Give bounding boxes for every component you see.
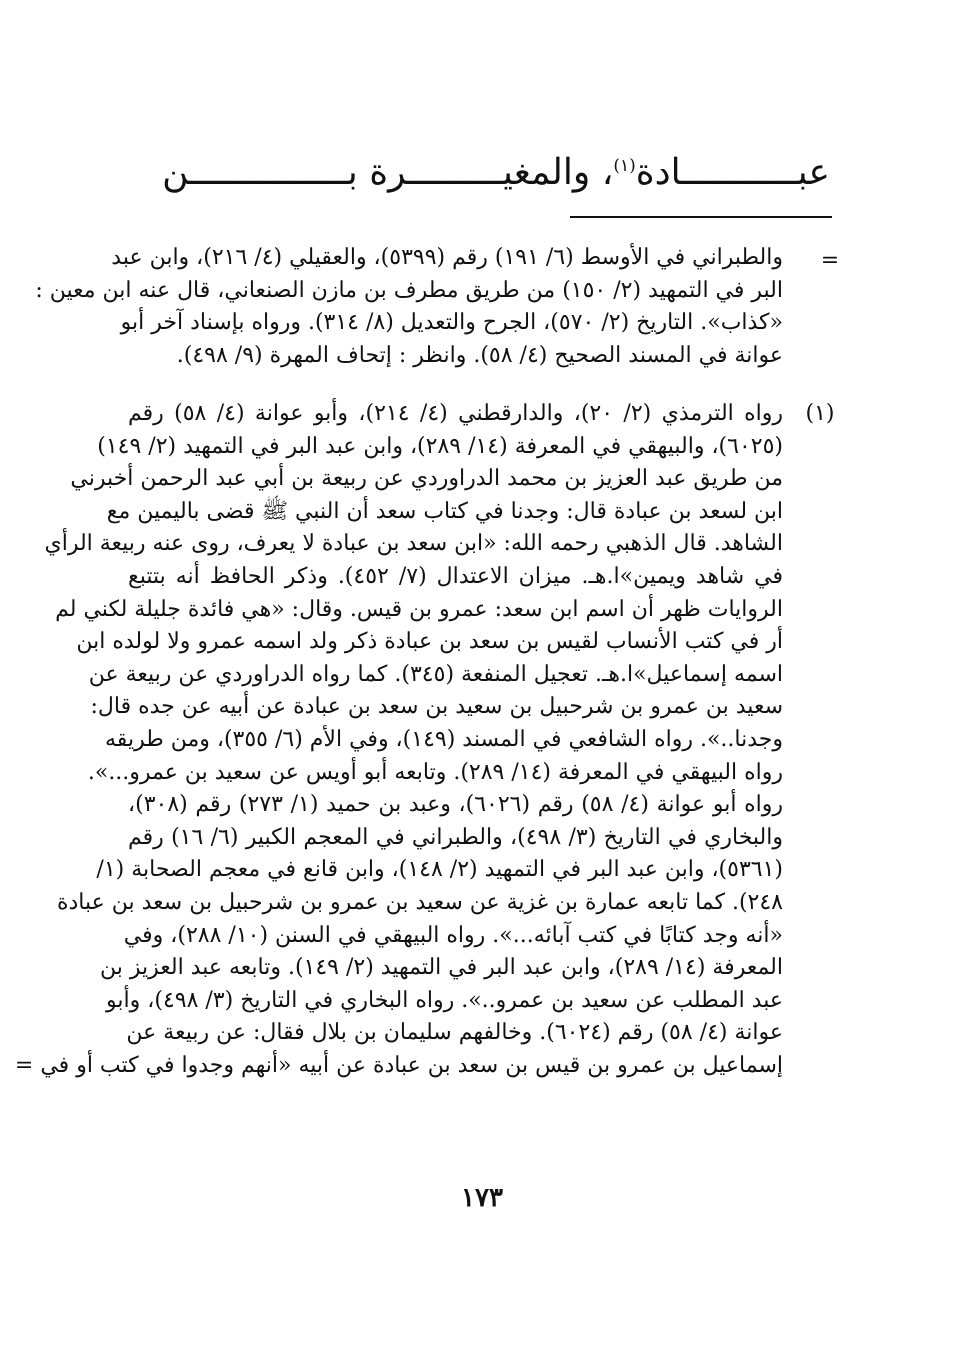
text-line: عوانة (٤/ ٥٨) رقم (٦٠٢٤). وخالفهم سليمان بن بلال فقال: عن ربيعة عن [126,1020,783,1046]
text-line: «كذاب». التاريخ (٢/ ٥٧٠)، الجرح والتعديل (٨/ ٣١٤). ورواه بإسناد آخر أبو [120,310,783,335]
text-line: من طريق عبد العزيز بن محمد الدراوردي عن ربيعة بن أبي عبد الرحمن أخبرني [70,466,783,492]
text-line: عوانة في المسند الصحيح (٤/ ٥٨). وانظر : إتحاف المهرة (٩/ ٤٩٨). [176,342,783,368]
text-line: سعيد بن عمرو بن شرحبيل بن سعيد بن سعد بن عبادة عن أبيه عن جده قال: [90,694,783,720]
footnote-1 [14,398,784,1082]
text-line: رواه أبو عوانة (٤/ ٥٨) رقم (٦٠٢٦)، وعبد بن حميد (١/ ٢٧٣) رقم (٣٠٨)، [128,792,784,818]
text-line: وجدنا..». رواه الشافعي في المسند (١٤٩)، وفي الأم (٦/ ٣٥٥)، ومن طريقه [105,726,783,752]
heading-footnote-ref: (١) [613,156,636,176]
heading-part-2: ، والمغيـــــــــرة بـــــــــــــــن [162,152,614,193]
text-line: البر في التمهيد (٢/ ١٥٠) من طريق مطرف بن مازن الصنعاني، قال عنه ابن معين : [35,277,783,303]
text-line: رواه البيهقي في المعرفة (١٤/ ٢٨٩). وتابعه أبو أويس عن سعيد بن عمرو...». [87,759,783,785]
text-line: والطبراني في الأوسط (٦/ ١٩١) رقم (٥٣٩٩)، والعقيلي (٤/ ٢١٦)، وابن عبد [111,245,783,270]
page-number: ١٧٣ [461,1183,503,1213]
text-line: الشاهد. قال الذهبي رحمه الله: «ابن سعد بن عبادة لا يعرف، روى عنه ربيعة الرأي [44,531,783,557]
text-line: «أنه وجد كتابًا في كتب آبائه...». رواه البيهقي في السنن (١٠/ ٢٨٨)، وفي [123,922,783,948]
text-line: (٥٣٦١)، وابن عبد البر في التمهيد (٢/ ١٤٨)، وابن قانع في معجم الصحابة (١/ [96,857,783,883]
continuation-mark: = [820,248,840,273]
text-line: الروايات ظهر أن اسم ابن سعد: عمرو بن قيس. وقال: «هي فائدة جليلة لكني لم [55,596,783,622]
text-line: أر في كتب الأنساب لقيس بن سعد بن عبادة ذكر ولد اسمه عمرو ولا لولده ابن [76,629,783,655]
text-line: رواه الترمذي (٢/ ٢٠)، والدارقطني (٤/ ٢١٤)، وأبو عوانة (٤/ ٥٨) رقم [128,401,784,426]
text-line: اسمه إسماعيل»ا.هـ. تعجيل المنفعة (٣٤٥). كما رواه الدراوردي عن ربيعة عن [88,661,783,687]
footnote-number: (١) [805,401,835,426]
text-line: المعرفة (١٤/ ٢٨٩)، وابن عبد البر في التمهيد (٢/ ١٤٩). وتابعه عبد العزيز بن [99,955,783,981]
heading-rule [570,216,832,218]
text-line: ابن لسعد بن عبادة قال: وجدنا في كتاب سعد أن النبي ﷺ قضى باليمين مع [106,498,783,524]
text-line: ٢٤٨). كما تابعه عمارة بن غزية عن سعيد بن عمرو بن شرحبيل بن سعد بن عبادة [56,889,783,915]
text-line: والبخاري في التاريخ (٣/ ٤٩٨)، والطبراني في المعجم الكبير (٦/ ١٦) رقم [128,824,783,850]
text-line: في شاهد ويمين»ا.هـ. ميزان الاعتدال (٧/ ٤٥٢). وذكر الحافظ أنه بتتبع [128,563,784,589]
heading-part-1: عبـــــــــــادة [635,152,830,193]
text-line: إسماعيل بن عمرو بن قيس بن سعد بن عبادة عن أبيه «أنهم وجدوا في كتب أو في = [14,1052,783,1078]
text-line: عبد المطلب عن سعيد بن عمرو..». رواه البخاري في التاريخ (٣/ ٤٩٨)، وأبو [106,987,783,1013]
text-line: (٦٠٢٥)، والبيهقي في المعرفة (١٤/ ٢٨٩)، وابن عبد البر في التمهيد (٢/ ١٤٩) [97,433,783,459]
chapter-heading [150,145,830,201]
footnote-continued [35,242,783,372]
